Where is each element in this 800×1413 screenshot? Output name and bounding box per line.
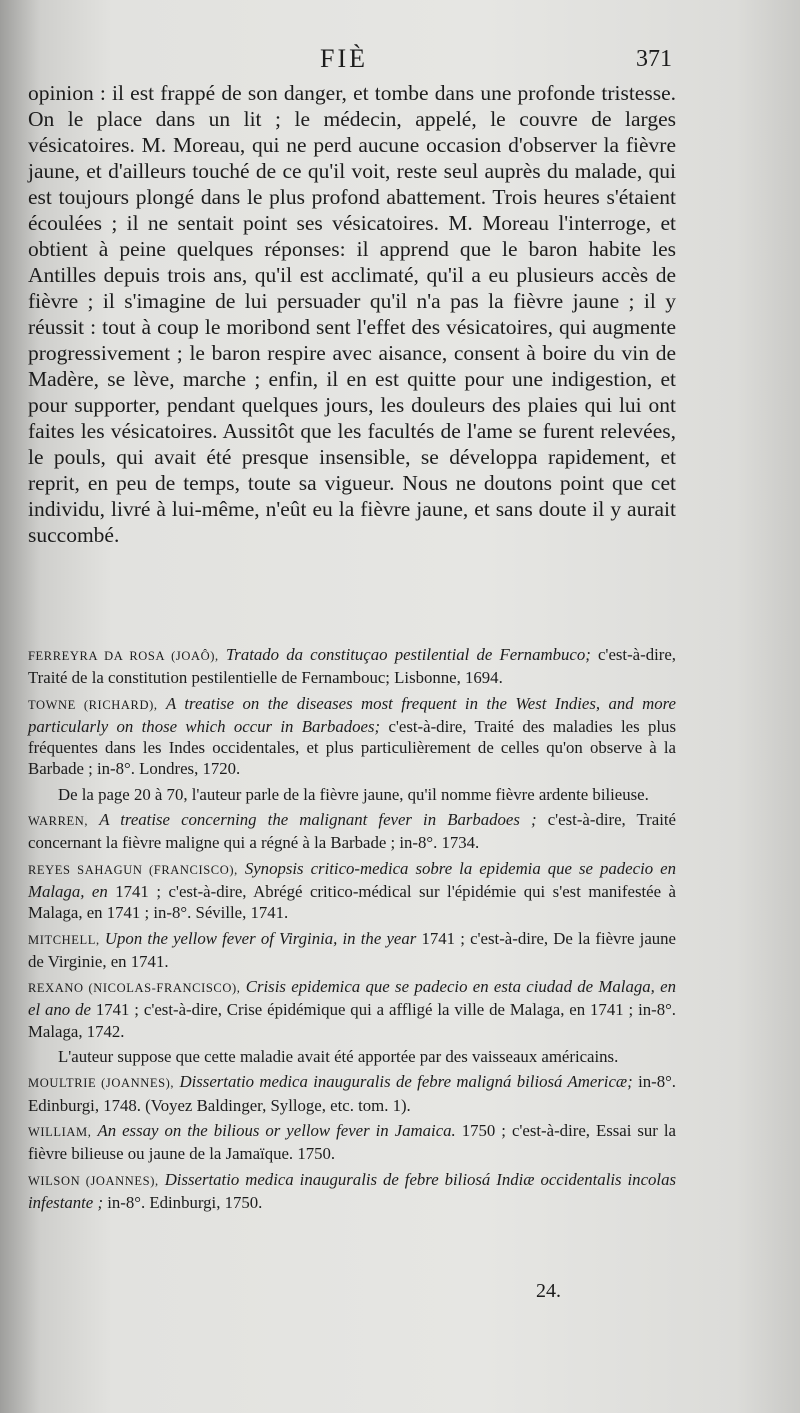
entry-title: Crisis epidemica que se padecio en esta ciudad de Malaga, en el ano de bbox=[28, 977, 676, 1020]
note-italic: fièvre ardente bilieuse. bbox=[495, 784, 649, 804]
bibliography-entry bbox=[28, 1120, 676, 1165]
bibliography-entry bbox=[28, 809, 676, 854]
entry-author: FERREYRA DA ROSA (JOAÔ), bbox=[28, 649, 219, 663]
entry-author: MOULTRIE (JOANNES), bbox=[28, 1076, 175, 1091]
entry-title: An essay on the bilious or yellow fever in Jamaica. bbox=[97, 1120, 456, 1140]
entry-author: WILLIAM, bbox=[28, 1124, 92, 1139]
entry-title: Dissertatio medica inauguralis de febre biliosá Indiæ occidentalis incolas infestante ; bbox=[28, 1169, 676, 1212]
entry-author: MITCHELL, bbox=[28, 932, 100, 947]
bibliography-entry bbox=[28, 928, 676, 973]
entry-note bbox=[28, 1046, 676, 1067]
entry-title: Dissertatio medica inauguralis de febre maligná biliosá Americæ; bbox=[179, 1072, 633, 1092]
entry-author: REYES SAHAGUN (FRANCISCO), bbox=[28, 862, 238, 877]
bibliography-entry bbox=[28, 693, 676, 780]
entry-author: WILSON (JOANNES), bbox=[28, 1173, 159, 1188]
bibliography-entry bbox=[28, 644, 676, 689]
bibliography-entry bbox=[28, 858, 676, 924]
entry-title: Upon the yellow fever of Virginia, in the year bbox=[104, 928, 417, 948]
entry-details: 1741 ; c'est-à-dire, Crise épidémique qui a affligé la ville de Malaga, en 1741 ; in-8°. Malaga, 1742. bbox=[28, 1000, 677, 1041]
entry-details: 1750 ; c'est-à-dire, Essai sur la fièvre bilieuse ou jaune de la Jamaïque. 1750. bbox=[28, 1120, 676, 1164]
entry-author: TOWNE (RICHARD), bbox=[28, 697, 158, 712]
entry-title: A treatise on the diseases most frequent in the West Indies, and more particularly on those which occur in Barbadoes; bbox=[28, 693, 676, 736]
bibliography-entry bbox=[28, 976, 676, 1042]
entry-details: c'est-à-dire, Traité de la constitution pestilentielle de Fernambouc; Lisbonne, 1694. bbox=[28, 645, 676, 688]
signature-mark: 24. bbox=[536, 1280, 561, 1302]
entry-title: A treatise concerning the malignant fever in Barbadoes ; bbox=[99, 810, 537, 830]
running-head bbox=[0, 44, 800, 80]
entry-author: WARREN, bbox=[28, 814, 89, 829]
bibliography-list bbox=[28, 644, 676, 1217]
bibliography-entry bbox=[28, 1169, 676, 1214]
entry-details: in-8°. Edinburgi, 1750. bbox=[103, 1192, 263, 1212]
bibliography-entry bbox=[28, 1071, 676, 1116]
entry-note bbox=[28, 784, 676, 805]
entry-author: REXANO (NICOLAS-FRANCISCO), bbox=[28, 981, 241, 996]
note-text: L'auteur suppose que cette maladie avait été apportée par des vaisseaux américains. bbox=[58, 1047, 619, 1067]
body-paragraph: opinion : il est frappé de son danger, et tombe dans une profonde tristesse. On le place dans un lit ; le médecin, appelé, le couvre de larges vésicatoires. M. Moreau, qui ne perd aucune occasion d'observer la fièvre jaune, et d'ailleurs touché de ce qu'il voit, reste seul auprès du malade, qui est toujours plongé dans le plus profond abattement. Trois heures s'étaient écoulées ; il ne sentait point ses vésicatoires. M. Moreau l'interroge, et obtient à peine quelques réponses: il apprend que le baron habite les Antilles depuis trois ans, qu'il est acclimaté, qu'il a eu plusieurs accès de fièvre ; il s'imagine de lui persuader qu'il n'a pas la fièvre jaune ; il y réussit : tout à coup le moribond sent l'effet des vésicatoires, qui augmente progressivement ; le baron respire avec aisance, consent à boire du vin de Madère, se lève, marche ; enfin, il en est quitte pour une indigestion, et pour supporter, pendant quelques jours, les douleurs des plaies qui lui ont faites les vésicatoires. Aussitôt que les facultés de l'ame se furent relevées, le pouls, qui avait été presque insensible, se développa rapidement, et reprit, en peu de temps, toute sa vigueur. Nous ne doutons point que cet individu, livré à lui-même, n'eût eu la fièvre jaune, et sans doute il y aurait succombé. bbox=[28, 81, 676, 547]
note-text: De la page 20 à 70, l'auteur parle de la fièvre jaune, qu'il nomme bbox=[58, 784, 496, 804]
page-number: 371 bbox=[636, 46, 672, 72]
running-title: FIÈ bbox=[320, 44, 368, 73]
entry-details: 1741 ; c'est-à-dire, Abrégé critico-médical sur l'épidémie qui s'est manifestée à Malaga, en 1741 ; in-8°. Séville, 1741. bbox=[28, 881, 677, 923]
entry-details: in-8°. Edinburgi, 1748. (Voyez Baldinger, Sylloge, etc. tom. 1). bbox=[28, 1072, 677, 1115]
entry-title: Tratado da constituçao pestilential de Fernambuco; bbox=[225, 645, 591, 664]
entry-details: 1741 ; c'est-à-dire, De la fièvre jaune de Virginie, en 1741. bbox=[28, 928, 677, 971]
entry-details: c'est-à-dire, Traité des maladies les plus fréquentes dans les Indes occidentales, et plus particulièrement de celles qu'on observe à la Barbade ; in-8°. Londres, 1720. bbox=[28, 716, 676, 779]
entry-title: Synopsis critico-medica sobre la epidemia que se padecio en Malaga, en bbox=[28, 858, 676, 901]
entry-details: c'est-à-dire, Traité concernant la fièvre maligne qui a régné à la Barbade ; in-8°. 1734. bbox=[28, 810, 676, 853]
